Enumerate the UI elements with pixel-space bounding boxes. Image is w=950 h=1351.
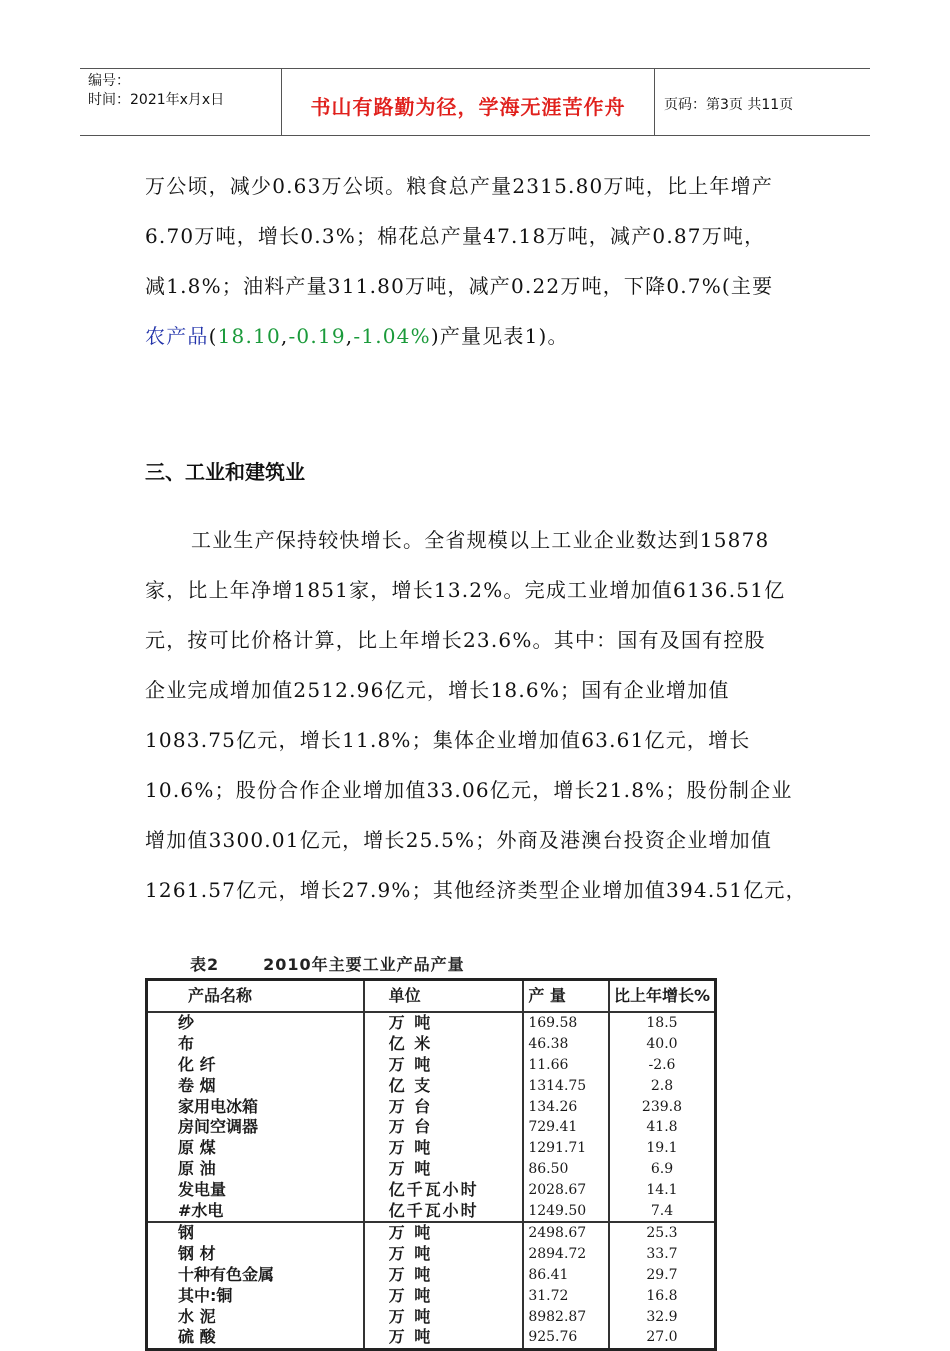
table-row (147, 1265, 716, 1286)
text-fragment: ( (208, 324, 218, 348)
cell-growth: -2.6 (609, 1055, 716, 1076)
cell-growth: 6.9 (609, 1159, 716, 1180)
cell-unit: 万 吨 (364, 1306, 524, 1327)
col-header-output: 产 量 (523, 980, 609, 1013)
cell-product: 钢 材 (147, 1244, 364, 1265)
table-number: 表2 (190, 955, 220, 974)
value-highlight: -0.19 (288, 324, 346, 348)
table-row (147, 1327, 716, 1349)
cell-output: 1291.71 (523, 1138, 609, 1159)
header-motto: 书山有路勤为径，学海无涯苦作舟 (310, 95, 626, 119)
cell-unit: 万 吨 (364, 1285, 524, 1306)
table-row (147, 1075, 716, 1096)
cell-product: 卷 烟 (147, 1075, 364, 1096)
cell-growth: 33.7 (609, 1244, 716, 1265)
cell-unit: 万 吨 (364, 1327, 524, 1349)
table-row (147, 1034, 716, 1055)
time-label: 时间：2021年x月x日 (88, 92, 225, 108)
header-divider (654, 69, 655, 135)
cell-output: 1314.75 (523, 1075, 609, 1096)
cell-growth: 18.5 (609, 1012, 716, 1034)
table-body (147, 1012, 716, 1349)
cell-product: 发电量 (147, 1179, 364, 1200)
table-row (147, 1306, 716, 1327)
cell-output: 46.38 (523, 1034, 609, 1055)
table-row (147, 1285, 716, 1306)
text-line (145, 320, 569, 349)
cell-product: 硫 酸 (147, 1327, 364, 1349)
text-fragment: )产量见表1)。 (430, 324, 569, 348)
cell-output: 1249.50 (523, 1200, 609, 1222)
link-agri-products[interactable]: 农产品 (145, 324, 209, 348)
text-line: 企业完成增加值2512.96亿元，增长18.6%；国有企业增加值 (145, 678, 730, 702)
cell-growth: 25.3 (609, 1222, 716, 1244)
cell-product: 其中:铜 (147, 1285, 364, 1306)
table-row (147, 1055, 716, 1076)
cell-unit: 万 吨 (364, 1055, 524, 1076)
cell-product: 十种有色金属 (147, 1265, 364, 1286)
text-line: 工业生产保持较快增长。全省规模以上工业企业数达到15878 (191, 528, 770, 552)
table-row (147, 1222, 716, 1244)
cell-product: 原 煤 (147, 1138, 364, 1159)
cell-unit: 万 吨 (364, 1159, 524, 1180)
text-fragment: , (280, 324, 289, 348)
cell-output: 134.26 (523, 1096, 609, 1117)
cell-product: 原 油 (147, 1159, 364, 1180)
cell-unit: 亿千瓦小时 (364, 1200, 524, 1222)
cell-output: 31.72 (523, 1285, 609, 1306)
cell-unit: 万 吨 (364, 1265, 524, 1286)
text-line: 增加值3300.01亿元，增长25.5%；外商及港澳台投资企业增加值 (145, 828, 773, 852)
cell-growth: 32.9 (609, 1306, 716, 1327)
text-line: 10.6%；股份合作企业增加值33.06亿元，增长21.8%；股份制企业 (145, 778, 793, 802)
table-row (147, 1244, 716, 1265)
cell-unit: 亿 米 (364, 1034, 524, 1055)
cell-growth: 19.1 (609, 1138, 716, 1159)
value-highlight: -1.04% (353, 324, 431, 348)
cell-product: 化 纤 (147, 1055, 364, 1076)
cell-product: 水 泥 (147, 1306, 364, 1327)
cell-growth: 41.8 (609, 1117, 716, 1138)
cell-growth: 14.1 (609, 1179, 716, 1200)
cell-unit: 万 吨 (364, 1138, 524, 1159)
col-header-unit: 单位 (364, 980, 524, 1013)
cell-output: 2028.67 (523, 1179, 609, 1200)
cell-output: 2894.72 (523, 1244, 609, 1265)
serial-label: 编号： (88, 73, 130, 89)
table-title: 2010年主要工业产品产量 (263, 955, 465, 974)
page-header (80, 68, 870, 136)
col-header-growth: 比上年增长% (609, 980, 716, 1013)
cell-growth: 2.8 (609, 1075, 716, 1096)
col-header-product: 产品名称 (147, 980, 364, 1013)
table-header-row (147, 980, 716, 1013)
product-table (145, 978, 717, 1351)
cell-product: 布 (147, 1034, 364, 1055)
cell-growth: 7.4 (609, 1200, 716, 1222)
table-row (147, 1159, 716, 1180)
cell-product: #水电 (147, 1200, 364, 1222)
cell-growth: 29.7 (609, 1265, 716, 1286)
table-caption (190, 952, 465, 975)
cell-output: 169.58 (523, 1012, 609, 1034)
text-line: 1083.75亿元，增长11.8%；集体企业增加值63.61亿元，增长 (145, 728, 751, 752)
cell-product: 家用电冰箱 (147, 1096, 364, 1117)
cell-unit: 万 吨 (364, 1244, 524, 1265)
text-fragment: , (345, 324, 354, 348)
cell-output: 729.41 (523, 1117, 609, 1138)
cell-output: 11.66 (523, 1055, 609, 1076)
table-row (147, 1096, 716, 1117)
table-row (147, 1117, 716, 1138)
cell-unit: 亿千瓦小时 (364, 1179, 524, 1200)
cell-output: 2498.67 (523, 1222, 609, 1244)
text-line: 减1.8%；油料产量311.80万吨，减产0.22万吨，下降0.7%(主要 (145, 274, 774, 298)
cell-unit: 亿 支 (364, 1075, 524, 1096)
value-highlight: 18.10 (217, 324, 281, 348)
cell-output: 8982.87 (523, 1306, 609, 1327)
cell-unit: 万 台 (364, 1117, 524, 1138)
cell-product: 房间空调器 (147, 1117, 364, 1138)
text-line: 1261.57亿元，增长27.9%；其他经济类型企业增加值394.51亿元， (145, 878, 807, 902)
text-line: 元，按可比价格计算，比上年增长23.6%。其中：国有及国有控股 (145, 628, 766, 652)
cell-growth: 239.8 (609, 1096, 716, 1117)
section-heading: 三、工业和建筑业 (145, 460, 305, 484)
table-row (147, 1012, 716, 1034)
page-number: 页码：第3页 共11页 (664, 97, 794, 113)
cell-output: 925.76 (523, 1327, 609, 1349)
cell-product: 钢 (147, 1222, 364, 1244)
cell-unit: 万 吨 (364, 1222, 524, 1244)
cell-growth: 27.0 (609, 1327, 716, 1349)
cell-unit: 万 吨 (364, 1012, 524, 1034)
table-row (147, 1200, 716, 1222)
table-row (147, 1138, 716, 1159)
cell-output: 86.41 (523, 1265, 609, 1286)
table-row (147, 1179, 716, 1200)
header-meta (88, 72, 224, 110)
text-line: 万公顷，减少0.63万公顷。粮食总产量2315.80万吨，比上年增产 (145, 174, 774, 198)
table-industrial-output (145, 948, 720, 1348)
text-line: 6.70万吨，增长0.3%；棉花总产量47.18万吨，减产0.87万吨， (145, 224, 766, 248)
text-line: 家，比上年净增1851家，增长13.2%。完成工业增加值6136.51亿 (145, 578, 786, 602)
cell-growth: 16.8 (609, 1285, 716, 1306)
cell-output: 86.50 (523, 1159, 609, 1180)
cell-product: 纱 (147, 1012, 364, 1034)
cell-growth: 40.0 (609, 1034, 716, 1055)
cell-unit: 万 台 (364, 1096, 524, 1117)
